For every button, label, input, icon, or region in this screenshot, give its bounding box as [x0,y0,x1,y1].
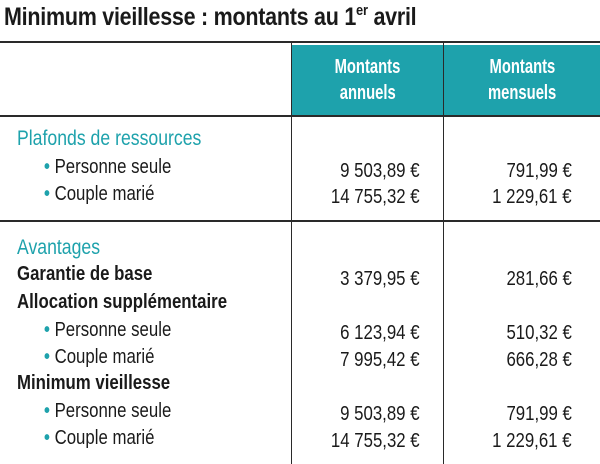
title-superscript: er [356,2,368,19]
cell-annual: 6 123,94 € [340,322,420,344]
cell-monthly: 510,32 € [506,322,572,344]
cell-annual: 9 503,89 € [340,403,420,425]
header-bottom-border [0,115,600,117]
section-divider [0,220,600,222]
cell-monthly: 791,99 € [506,403,572,425]
cell-monthly: 1 229,61 € [492,430,572,452]
bullet-icon: • [44,346,50,368]
table-top-border [0,41,600,43]
bullet-icon: • [44,156,50,178]
list-item: • Couple marié [44,346,155,368]
row-label-allocation: Allocation supplémentaire [17,291,228,313]
header-monthly-line2: mensuels [487,82,557,104]
bullet-icon: • [44,183,50,205]
row-label-garantie: Garantie de base [17,263,153,285]
cell-monthly: 666,28 € [506,349,572,371]
header-annual-line1: Montants [334,56,401,78]
header-annual-line2: annuels [339,82,396,104]
header-monthly-line1: Montants [489,56,555,78]
bullet-icon: • [44,400,50,422]
list-item: • Personne seule [44,319,172,341]
cell-annual: 14 755,32 € [331,186,420,208]
list-item: • Personne seule [44,156,172,178]
list-item: • Personne seule [44,400,172,422]
bullet-icon: • [44,319,50,341]
row-label-minimum: Minimum vieillesse [17,372,171,394]
header-annual [292,45,443,115]
title-main: Minimum vieillesse : montants au 1 [4,3,357,31]
title-end: avril [367,3,417,31]
cell-monthly: 281,66 € [506,268,572,290]
cell-annual: 14 755,32 € [331,430,420,452]
cell-monthly: 1 229,61 € [492,186,572,208]
cell-annual: 3 379,95 € [340,268,420,290]
section-avantages-label: Avantages [17,236,101,259]
bullet-icon: • [44,427,50,449]
list-item: • Couple marié [44,183,155,205]
cell-annual: 7 995,42 € [340,349,420,371]
header-monthly [444,45,600,115]
page-title [4,2,416,32]
section-plafonds-label: Plafonds de ressources [17,127,202,150]
cell-monthly: 791,99 € [506,160,572,182]
cell-annual: 9 503,89 € [340,160,420,182]
list-item: • Couple marié [44,427,155,449]
